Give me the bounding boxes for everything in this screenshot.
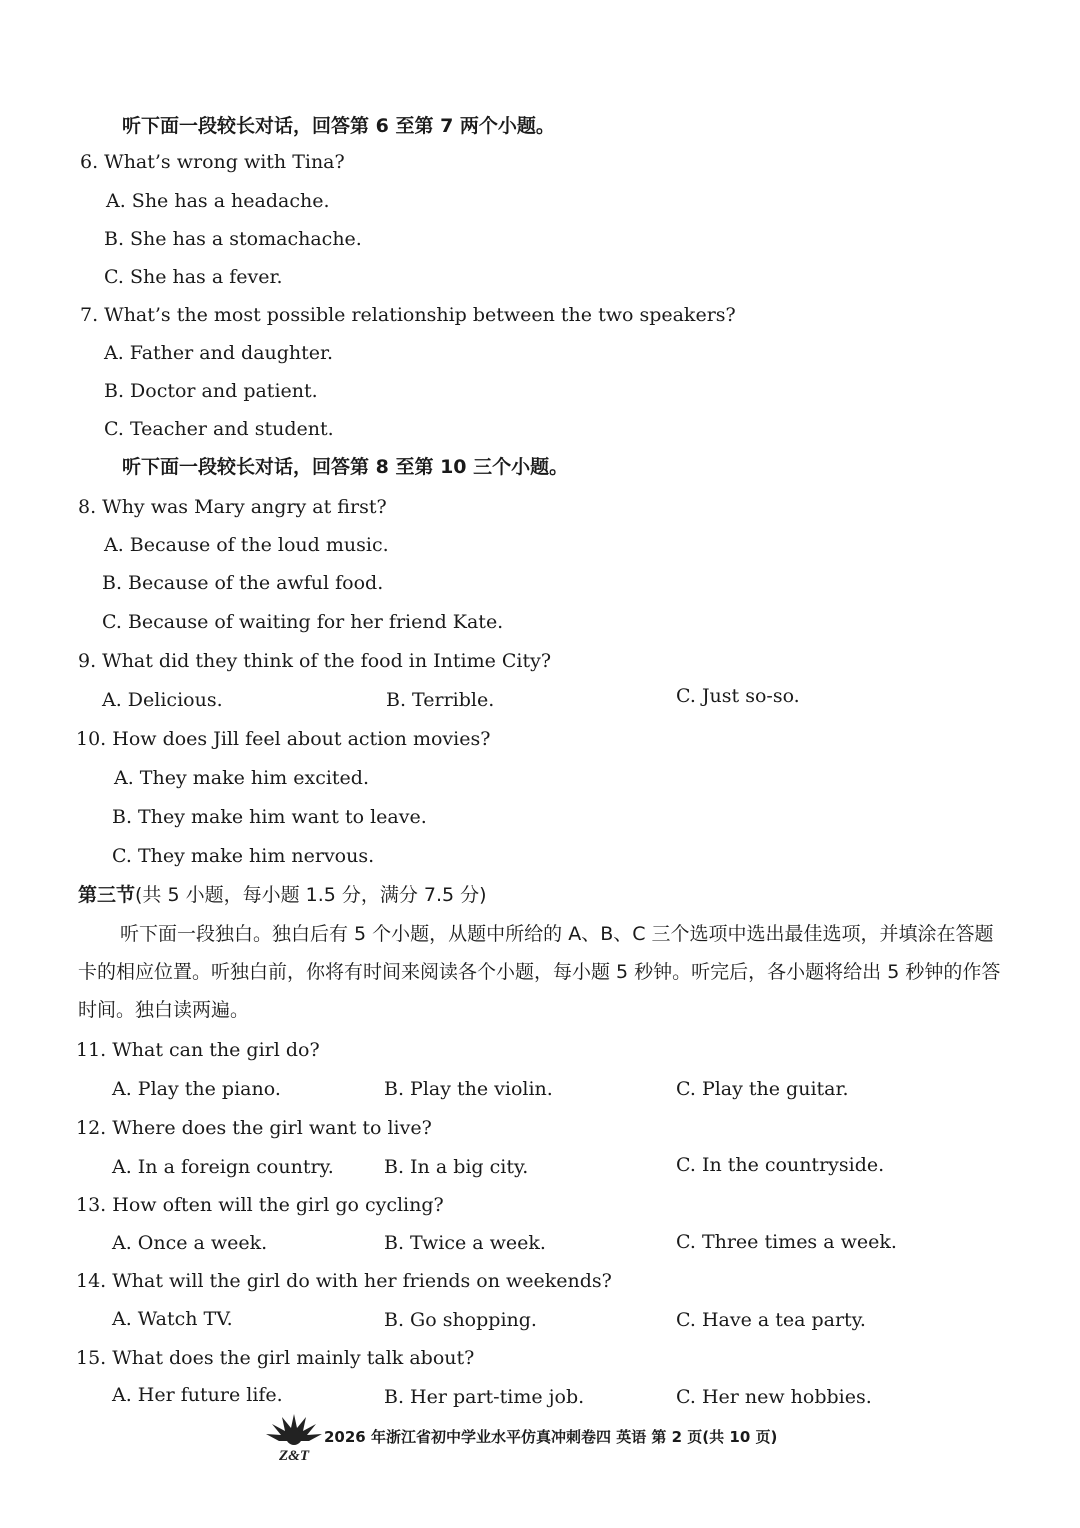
question-7-option-b: B. Doctor and patient. [104,380,318,402]
instruction-q6-q7: 听下面一段较长对话，回答第 6 至第 7 两个小题。 [122,115,555,137]
question-8-option-b: B. Because of the awful food. [102,572,384,594]
question-15-option-c: C. Her new hobbies. [676,1386,872,1408]
question-12-stem: 12. Where does the girl want to live? [76,1117,432,1139]
question-12-option-b: B. In a big city. [384,1156,529,1178]
question-6-option-a: A. She has a headache. [106,190,330,212]
page-footer [262,1410,862,1466]
question-10-option-c: C. They make him nervous. [112,845,375,867]
question-14-option-a: A. Watch TV. [112,1308,233,1330]
question-12-option-a: A. In a foreign country. [112,1156,334,1178]
section-3-title: 第三节 [78,884,136,906]
question-13-option-c: C. Three times a week. [676,1231,897,1253]
question-15-stem: 15. What does the girl mainly talk about? [76,1347,475,1369]
question-10-option-a: A. They make him excited. [114,767,369,789]
question-12-option-c: C. In the countryside. [676,1154,885,1176]
section-3-heading [78,883,487,907]
question-11-option-c: C. Play the guitar. [676,1078,849,1100]
question-9-option-c: C. Just so-so. [676,685,800,707]
instruction-q8-q10: 听下面一段较长对话，回答第 8 至第 10 三个小题。 [122,456,569,478]
question-13-stem: 13. How often will the girl go cycling? [76,1194,444,1216]
section-3-instructions: 听下面一段独白。独白后有 5 个小题，从题中所给的 A、B、C 三个选项中选出最佳选项，并填涂在答题卡的相应位置。听独白前，你将有时间来阅读各个小题，每小题 5 秒钟。听完后，各小题将给出 5 秒钟的作答时间。独白读两遍。 [78,923,1001,1021]
question-10-stem: 10. How does Jill feel about action movies? [76,728,491,750]
question-10-option-b: B. They make him want to leave. [112,806,427,828]
question-9-option-b: B. Terrible. [386,689,495,711]
question-13-option-a: A. Once a week. [112,1232,268,1254]
question-14-stem: 14. What will the girl do with her friends on weekends? [76,1270,612,1292]
question-9-stem: 9. What did they think of the food in Intime City? [78,650,552,672]
question-11-option-a: A. Play the piano. [112,1078,281,1100]
question-6-option-b: B. She has a stomachache. [104,228,362,250]
publisher-logo-text: Z&T [279,1448,309,1464]
question-7-option-a: A. Father and daughter. [104,342,334,364]
question-15-option-a: A. Her future life. [112,1384,283,1406]
question-8-stem: 8. Why was Mary angry at first? [78,496,387,518]
question-6-stem: 6. What’s wrong with Tina? [80,151,345,173]
question-14-option-b: B. Go shopping. [384,1309,537,1331]
publisher-logo [262,1410,326,1466]
question-7-option-c: C. Teacher and student. [104,418,334,440]
question-7-stem: 7. What’s the most possible relationship between the two speakers? [80,304,736,326]
question-11-option-b: B. Play the violin. [384,1078,553,1100]
question-8-option-c: C. Because of waiting for her friend Kate. [102,611,504,633]
section-3-scoring: (共 5 小题，每小题 1.5 分，满分 7.5 分) [135,884,487,906]
footer-page-info: 2026 年浙江省初中学业水平仿真冲刺卷四 英语 第 2 页(共 10 页) [324,1428,778,1446]
question-14-option-c: C. Have a tea party. [676,1309,866,1331]
question-11-stem: 11. What can the girl do? [76,1039,320,1061]
question-13-option-b: B. Twice a week. [384,1232,546,1254]
question-8-option-a: A. Because of the loud music. [104,534,389,556]
question-9-option-a: A. Delicious. [102,689,223,711]
question-6-option-c: C. She has a fever. [104,266,283,288]
question-15-option-b: B. Her part-time job. [384,1386,585,1408]
